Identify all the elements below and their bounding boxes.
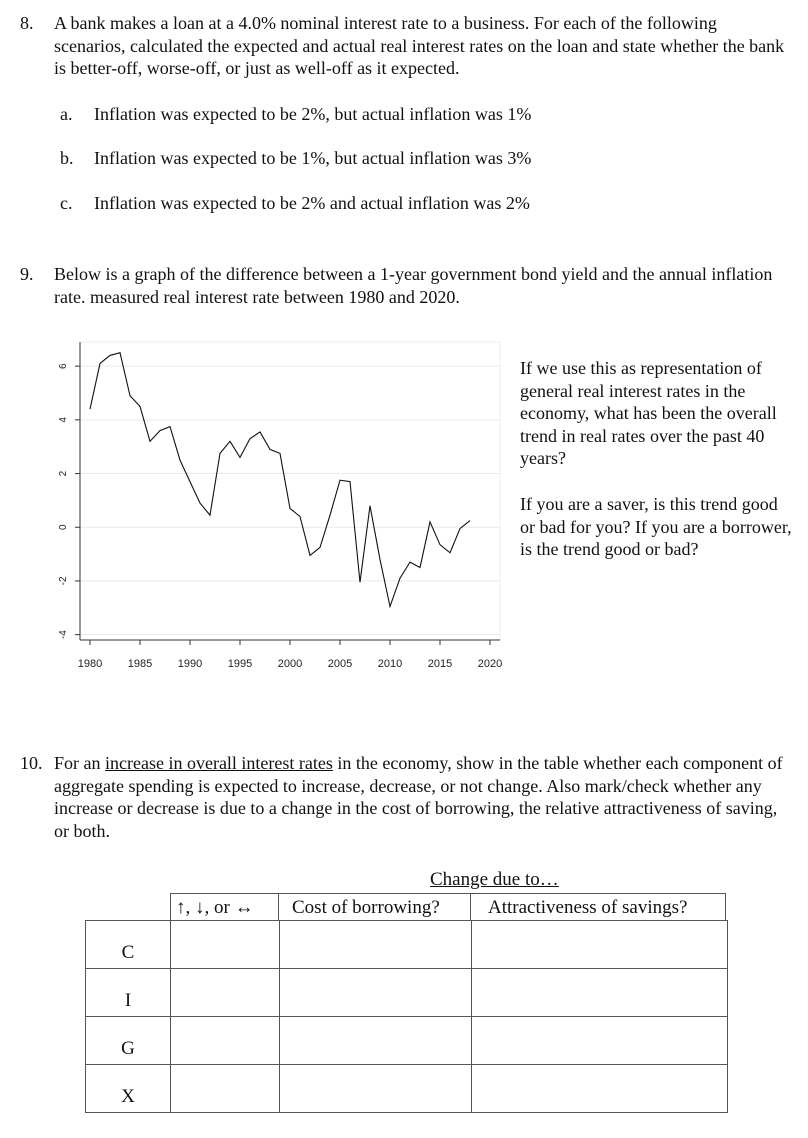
question-text-part: in the economy, show in the table whether each component of aggregate spending is expected to increase, decrease, or not change. Also mark/check whether any increase or decrease is due to a change in the cost of borrowing, the relative attractiveness of saving, or both. xyxy=(54,753,783,841)
question-text: A bank makes a loan at a 4.0% nominal interest rate to a business. For each of the following scenarios, calculated the expected and actual real interest rates on the loan and state whether the bank is better-off, worse-off, or just as well-off as it expected. xyxy=(54,13,785,78)
x-tick-label: 2000 xyxy=(277,658,303,670)
y-tick-label: 6 xyxy=(58,363,69,369)
row-label: C xyxy=(86,921,171,969)
attractiveness-cell[interactable] xyxy=(472,1017,728,1065)
attractiveness-cell[interactable] xyxy=(472,1065,728,1113)
direction-cell[interactable] xyxy=(171,969,280,1017)
table-row xyxy=(86,969,728,1017)
attractiveness-cell[interactable] xyxy=(472,969,728,1017)
question-number: 10. xyxy=(20,753,43,773)
row-label: X xyxy=(86,1065,171,1113)
side-question-saver-borrower: If you are a saver, is this trend good or bad for you? If you are a borrower, is the trend good or bad? xyxy=(520,494,792,559)
question-8 xyxy=(20,12,790,80)
question-text-part: For an xyxy=(54,753,105,773)
real-interest-rate-chart xyxy=(50,340,505,680)
table-row xyxy=(86,1065,728,1113)
change-due-header: Change due to… xyxy=(430,869,559,890)
x-tick-label: 2020 xyxy=(477,658,503,670)
y-tick-label: 4 xyxy=(58,417,69,423)
cost-of-borrowing-cell[interactable] xyxy=(280,921,472,969)
item-text: Inflation was expected to be 2%, but actual inflation was 1% xyxy=(94,104,532,124)
row-label: G xyxy=(86,1017,171,1065)
x-tick-label: 1990 xyxy=(177,658,203,670)
cost-of-borrowing-cell[interactable] xyxy=(280,1065,472,1113)
cost-of-borrowing-cell[interactable] xyxy=(280,969,472,1017)
direction-cell[interactable] xyxy=(171,1065,280,1113)
x-tick-label: 1980 xyxy=(77,658,103,670)
column-header-attractiveness-of-savings: Attractiveness of savings? xyxy=(488,897,688,918)
side-question-trend: If we use this as representation of general real interest rates in the economy, what has been the overall trend in real rates over the past 40 years? xyxy=(520,358,777,468)
column-header-cost-of-borrowing: Cost of borrowing? xyxy=(292,897,440,918)
item-text: Inflation was expected to be 2% and actual inflation was 2% xyxy=(94,193,530,213)
question-number: 8. xyxy=(20,13,34,33)
list-item xyxy=(60,103,531,125)
underlined-phrase: increase in overall interest rates xyxy=(105,753,333,773)
question-number: 9. xyxy=(20,264,34,284)
aggregate-spending-table xyxy=(85,920,728,1113)
header-box xyxy=(170,893,726,921)
item-label: c. xyxy=(60,193,73,213)
x-tick-label: 2015 xyxy=(427,658,453,670)
attractiveness-cell[interactable] xyxy=(472,921,728,969)
question-text: Below is a graph of the difference between a 1-year government bond yield and the annual inflation rate. measured real interest rate between 1980 and 2020. xyxy=(54,264,773,307)
question-9 xyxy=(20,263,790,308)
y-tick-label: 0 xyxy=(58,524,69,531)
column-header-direction: ↑, ↓, or ↔ xyxy=(176,897,254,918)
direction-cell[interactable] xyxy=(171,921,280,969)
question-10 xyxy=(20,752,790,842)
y-tick-label: 2 xyxy=(58,470,69,477)
item-label: a. xyxy=(60,104,73,124)
y-tick-label: -2 xyxy=(58,576,69,586)
cost-of-borrowing-cell[interactable] xyxy=(280,1017,472,1065)
header-divider xyxy=(278,893,279,921)
direction-cell[interactable] xyxy=(171,1017,280,1065)
table-row xyxy=(86,1017,728,1065)
header-divider xyxy=(470,893,471,921)
x-tick-label: 2010 xyxy=(377,658,403,670)
x-tick-label: 1995 xyxy=(227,658,253,670)
question-text xyxy=(54,752,790,842)
item-text: Inflation was expected to be 1%, but actual inflation was 3% xyxy=(94,148,532,168)
x-tick-label: 2005 xyxy=(327,658,353,670)
list-item xyxy=(60,192,530,214)
x-tick-label: 1985 xyxy=(127,658,153,670)
table-row xyxy=(86,921,728,969)
row-label: I xyxy=(86,969,171,1017)
item-label: b. xyxy=(60,148,74,168)
plot-area xyxy=(80,342,500,640)
y-tick-label: -4 xyxy=(58,630,69,640)
list-item xyxy=(60,147,531,169)
